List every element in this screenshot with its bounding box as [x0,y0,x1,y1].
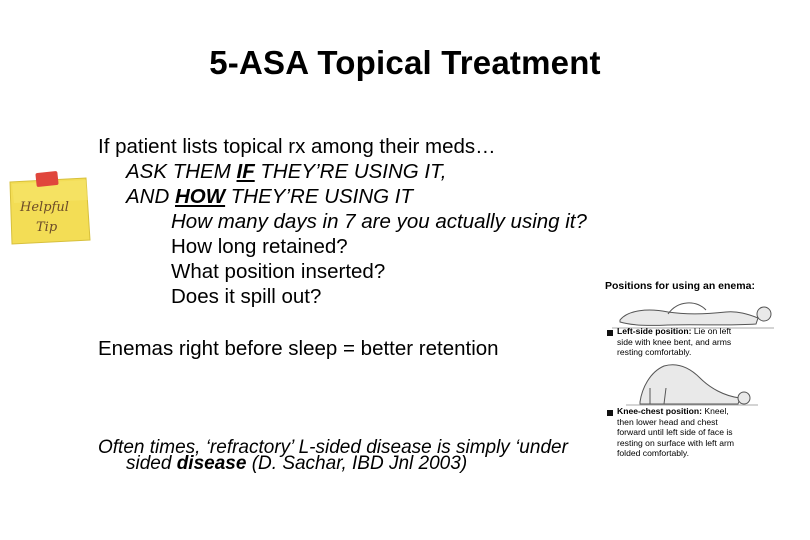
question-position: What position inserted? [171,260,386,283]
enema-positions-figure [598,276,794,472]
sticky-line2: Tip [36,220,58,235]
question-spill: Does it spill out? [171,285,322,308]
quote-line1: Often times, ‘refractory’ L-sided disease is simply ‘under [98,437,568,458]
knee-chest-position-illustration [620,358,760,408]
helpful-tip-sticky-note [6,170,92,246]
left-side-desc: Left-side position: Lie on left side with knee bent, and arms resting comfortably. [617,326,732,357]
ask-how-line: AND HOW THEY’RE USING IT [126,185,414,208]
enemas-line: Enemas right before sleep = better retention [98,337,499,360]
bullet-knee-chest [607,410,613,416]
ask-if-line: ASK THEM IF THEY’RE USING IT, [126,160,447,183]
question-days: How many days in 7 are you actually using it? [171,210,587,233]
quote-line2: sided disease (D. Sachar, IBD Jnl 2003) [126,453,468,474]
sticky-note-icon [6,170,92,246]
figure-title: Positions for using an enema: [605,280,755,292]
bullet-left-side [607,330,613,336]
intro-line: If patient lists topical rx among their meds… [98,135,496,158]
emphasis-if: IF [236,160,255,183]
question-retained: How long retained? [171,235,348,258]
slide-title: 5-ASA Topical Treatment [209,44,601,81]
pin-icon [35,171,58,187]
emphasis-how: HOW [174,185,226,208]
knee-chest-desc: Knee-chest position: Kneel, then lower head and chest forward until left side of face is resting on surface with left arm folded comfortably. [617,406,735,458]
sticky-line1: Helpful [20,200,69,215]
